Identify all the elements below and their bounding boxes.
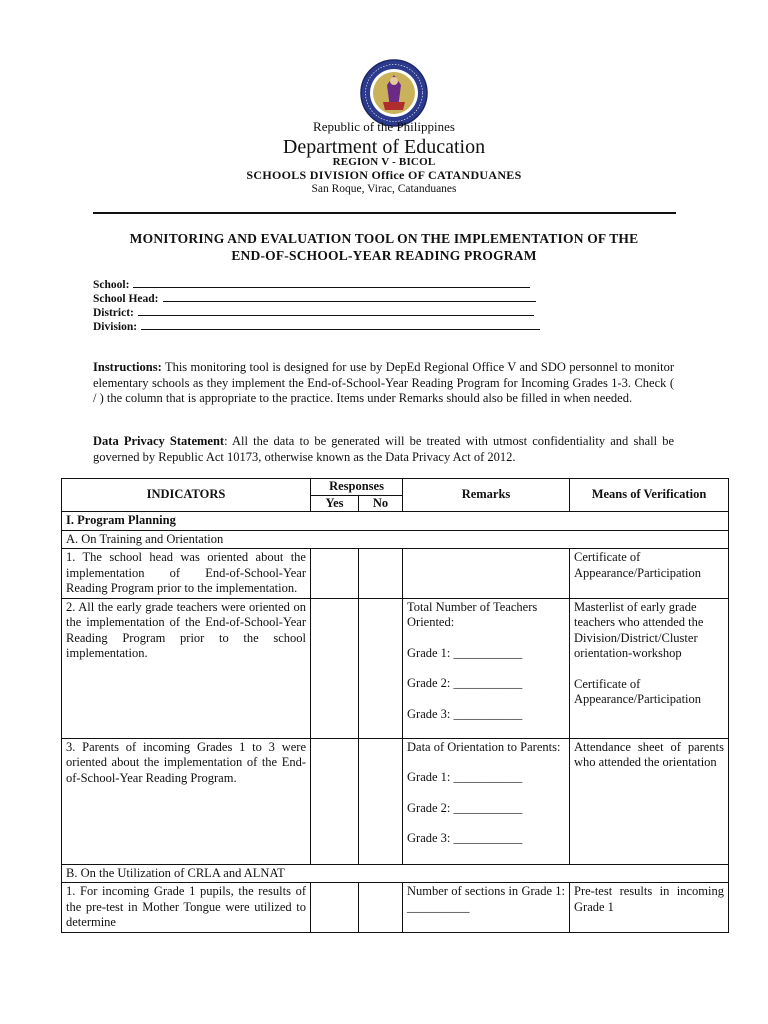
mov-cell: Pre-test results in incoming Grade 1 xyxy=(570,883,729,933)
grade-3-count: Grade 3: ___________ xyxy=(407,831,523,845)
no-checkbox-cell[interactable] xyxy=(359,549,403,599)
region-text: REGION V - BICOL xyxy=(332,156,436,168)
subsection-crla-alnat: B. On the Utilization of CRLA and ALNAT xyxy=(62,864,729,883)
school-info-fields xyxy=(93,277,540,333)
indicator-cell: 1. The school head was oriented about the implementation of End-of-School-Year Reading Program prior to the implementation. xyxy=(62,549,311,599)
indicator-cell: 3. Parents of incoming Grades 1 to 3 were oriented about the implementation of the End-of-School-Year Reading Program. xyxy=(62,738,311,864)
no-checkbox-cell[interactable] xyxy=(359,598,403,738)
table-row xyxy=(62,738,729,864)
school-head-blank-line[interactable] xyxy=(163,300,536,302)
school-field: School: xyxy=(93,277,540,291)
remarks-cell[interactable] xyxy=(403,549,570,599)
school-head-field: School Head: xyxy=(93,291,540,305)
district-blank-line[interactable] xyxy=(138,314,534,316)
remarks-header: Remarks xyxy=(403,479,570,512)
yes-checkbox-cell[interactable] xyxy=(311,549,359,599)
mov-certificate: Certificate of Appearance/Participation xyxy=(574,676,702,706)
deped-seal-logo xyxy=(359,58,429,128)
responses-header: Responses xyxy=(311,479,403,496)
instructions-label: Instructions: xyxy=(93,360,162,374)
remarks-cell[interactable]: Number of sections in Grade 1: __________ xyxy=(403,883,570,933)
yes-checkbox-cell[interactable] xyxy=(311,738,359,864)
no-checkbox-cell[interactable] xyxy=(359,883,403,933)
indicators-header: INDICATORS xyxy=(62,479,311,512)
data-privacy-paragraph xyxy=(93,434,674,465)
yes-checkbox-cell[interactable] xyxy=(311,883,359,933)
department-name: Department of Education xyxy=(282,136,486,158)
address-text: San Roque, Virac, Catanduanes xyxy=(311,183,457,195)
remarks-heading: Data of Orientation to Parents: xyxy=(407,739,561,754)
indicator-cell: 2. All the early grade teachers were oriented on the implementation of the End-of-School-Year Reading Program prior to the school implementation. xyxy=(62,598,311,738)
title-line-2: END-OF-SCHOOL-YEAR READING PROGRAM xyxy=(231,248,537,263)
division-field: Division: xyxy=(93,319,540,333)
no-header: No xyxy=(359,495,403,512)
remarks-heading: Total Number of Teachers Oriented: xyxy=(407,599,538,629)
grade-1-count: Grade 1: ___________ xyxy=(407,645,523,660)
remarks-cell[interactable] xyxy=(403,598,570,738)
division-office-text: SCHOOLS DIVISION Office OF CATANDUANES xyxy=(246,168,522,182)
section-program-planning: I. Program Planning xyxy=(62,512,729,531)
remarks-cell[interactable] xyxy=(403,738,570,864)
yes-checkbox-cell[interactable] xyxy=(311,598,359,738)
grade-2-count: Grade 2: ___________ xyxy=(407,676,523,690)
instructions-paragraph xyxy=(93,360,674,407)
yes-header: Yes xyxy=(311,495,359,512)
district-field: District: xyxy=(93,305,540,319)
title-line-1: MONITORING AND EVALUATION TOOL ON THE IMPLEMENTATION OF THE xyxy=(129,231,639,246)
privacy-label: Data Privacy Statement xyxy=(93,434,225,448)
mov-masterlist: Masterlist of early grade teachers who attended the Division/District/Cluster orientation-workshop xyxy=(574,599,704,660)
table-row xyxy=(62,598,729,738)
subsection-training-orientation: A. On Training and Orientation xyxy=(62,530,729,549)
instructions-text: This monitoring tool is designed for use by DepEd Regional Office V and SDO personnel to monitor elementary schools as they implement the End-of-School-Year Reading Program for Incoming Grades 1-3. Check ( / ) the column that is appropriate to the practice. Items under Remarks should also be filled in when needed. xyxy=(93,360,674,405)
header-divider xyxy=(93,212,676,214)
table-row xyxy=(62,883,729,933)
no-checkbox-cell[interactable] xyxy=(359,738,403,864)
school-blank-line[interactable] xyxy=(133,286,530,288)
mov-cell: Attendance sheet of parents who attended the orientation xyxy=(570,738,729,864)
mov-cell: Certificate of Appearance/Participation xyxy=(570,549,729,599)
means-of-verification-header: Means of Verification xyxy=(570,479,729,512)
grade-2-count: Grade 2: ___________ xyxy=(407,800,523,815)
indicator-cell: 1. For incoming Grade 1 pupils, the results of the pre-test in Mother Tongue were utilized to determine xyxy=(62,883,311,933)
privacy-text: : All the data to be generated will be treated with utmost confidentiality and shall be governed by Republic Act 10173, otherwise known as the Data Privacy Act of 2012. xyxy=(93,434,674,464)
republic-text: Republic of the Philippines xyxy=(313,119,455,134)
grade-3-count: Grade 3: ___________ xyxy=(407,706,523,721)
table-row xyxy=(62,549,729,599)
mov-cell xyxy=(570,598,729,738)
grade-1-count: Grade 1: ___________ xyxy=(407,770,523,784)
document-title xyxy=(60,230,708,264)
monitoring-table xyxy=(61,478,729,933)
division-blank-line[interactable] xyxy=(141,328,540,330)
